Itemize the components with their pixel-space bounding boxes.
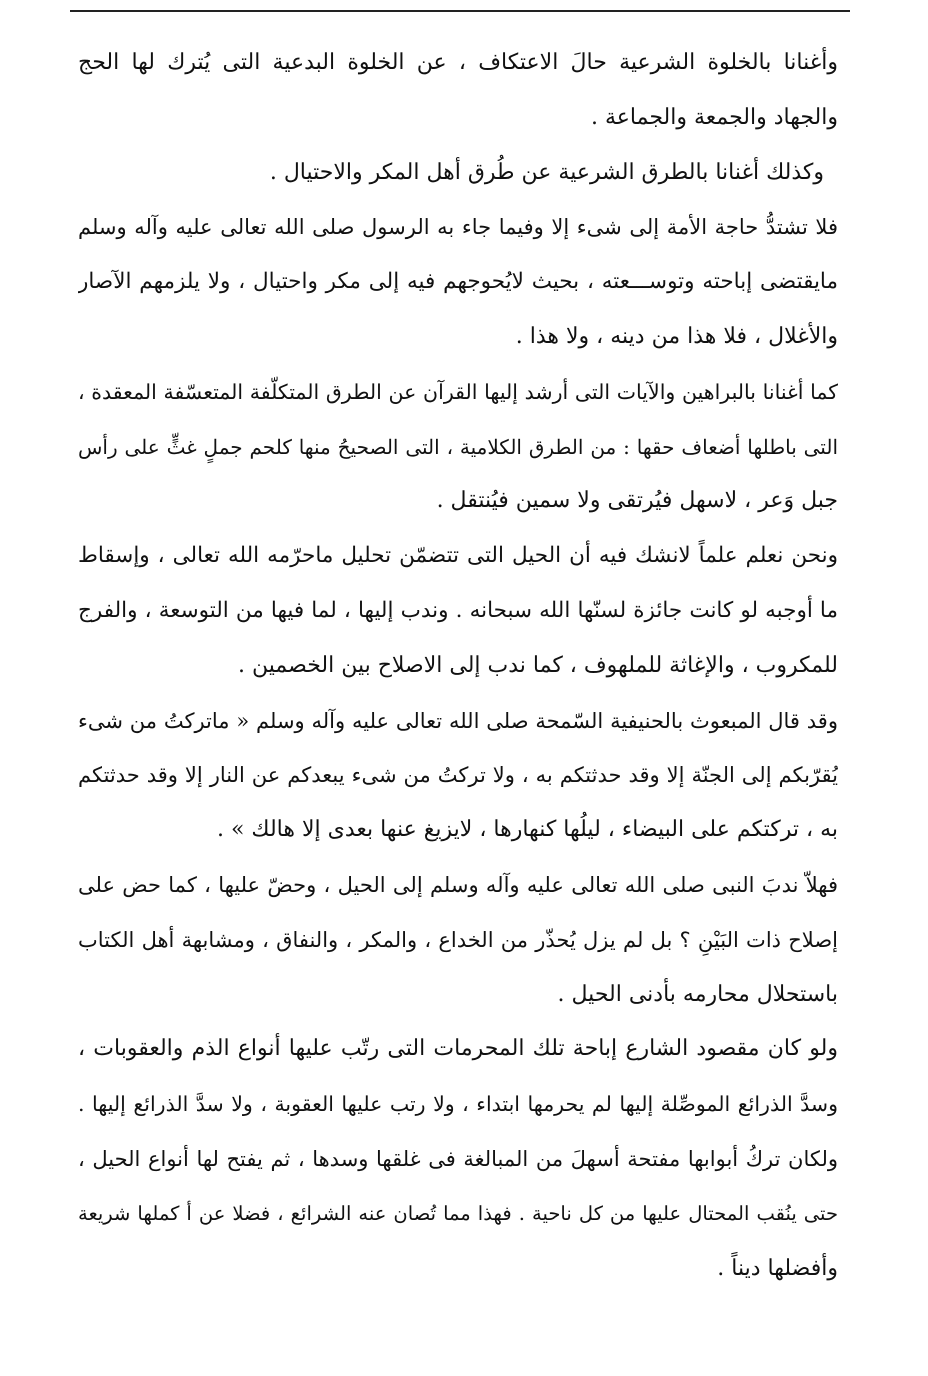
text-line: ما أوجبه لو كانت جائزة لسنّها الله سبحانه . وندب إليها ، لما فيها من التوسعة ، والفرج: [78, 597, 838, 623]
text-line: وأفضلها ديناً .: [717, 1255, 838, 1281]
text-line: وقد قال المبعوث بالحنيفية السّمحة صلى الله تعالى عليه وآله وسلم « ماتركتُ من شىء: [78, 708, 838, 733]
text-line: فلا تشتدُّ حاجة الأمة إلى شىء إلا وفيما جاء به الرسول صلى الله تعالى عليه وآله وسلم: [78, 215, 838, 240]
text-line: ولو كان مقصود الشارع إباحة تلك المحرمات التى رتّب عليها أنواع الذم والعقوبات ،: [78, 1036, 838, 1062]
text-line: وسدَّ الذرائع الموصِّلة إليها لم يحرمها ابتداء ، ولا رتب عليها العقوبة ، ولا سدَّ الذرائع إليها .: [78, 1092, 838, 1117]
text-line: ولكان تركُ أبوابها مفتحة أسهلَ من المبالغة فى غلقها وسدها ، ثم يفتح لها أنواع الحيل ،: [78, 1146, 838, 1171]
text-line: جبل وَعر ، لاسهل فيُرتقى ولا سمين فيُنتقل .: [436, 488, 838, 514]
text-line: والأغلال ، فلا هذا من دينه ، ولا هذا .: [515, 323, 838, 349]
text-line: إصلاح ذات البَيْنِ ؟ بل لم يزل يُحذّر من الخداع ، والمكر ، والنفاق ، ومشابهة أهل الكتاب: [78, 927, 838, 952]
text-line: ونحن نعلم علماً لانشك فيه أن الحيل التى تتضمّن تحليل ماحرّمه الله تعالى ، وإسقاط: [78, 543, 838, 569]
text-line: وأغنانا بالخلوة الشرعية حالَ الاعتكاف ، عن الخلوة البدعية التى يُترك لها الحج: [78, 50, 838, 75]
top-rule: [70, 10, 850, 12]
text-line: وكذلك أغنانا بالطرق الشرعية عن طُرق أهل المكر والاحتيال .: [269, 159, 824, 185]
text-line: به ، تركتكم على البيضاء ، ليلُها كنهارها ، لايزيغ عنها بعدى إلا هالك » .: [216, 817, 838, 843]
text-line: فهلاّ ندبَ النبى صلى الله تعالى عليه وآله وسلم إلى الحيل ، وحضّ عليها ، كما حض على: [78, 872, 838, 897]
text-line: حتى ينُقب المحتال عليها من كل ناحية . فهذا مما تُصان عنه الشرائع ، فضلا عن أ كملها شريعة: [78, 1201, 838, 1225]
body-text: [78, 36, 838, 1296]
text-line: باستحلال محارمه بأدنى الحيل .: [557, 981, 838, 1007]
text-line: كما أغنانا بالبراهين والآيات التى أرشد إليها القرآن عن الطرق المتكلّفة المتعسّفة المعقدة ،: [78, 379, 838, 404]
text-line: والجهاد والجمعة والجماعة .: [590, 104, 838, 130]
text-line: للمكروب ، والإغاثة للملهوف ، كما ندب إلى الاصلاح بين الخصمين .: [238, 652, 838, 678]
text-line: مايقتضى إباحته وتوســـعته ، بحيث لايُحوجهم فيه إلى مكر واحتيال ، ولا يلزمهم الآصار: [78, 269, 838, 295]
text-line: التى باطلها أضعاف حقها : من الطرق الكلامية ، التى الصحيحُ منها كلحم جملٍ غثٍّ على رأس: [78, 434, 838, 459]
text-line: يُقرّبكم إلى الجنّة إلا وقد حدثتكم به ، ولا تركتُ من شىء يبعدكم عن النار إلا وقد حدثتكم: [78, 763, 838, 788]
